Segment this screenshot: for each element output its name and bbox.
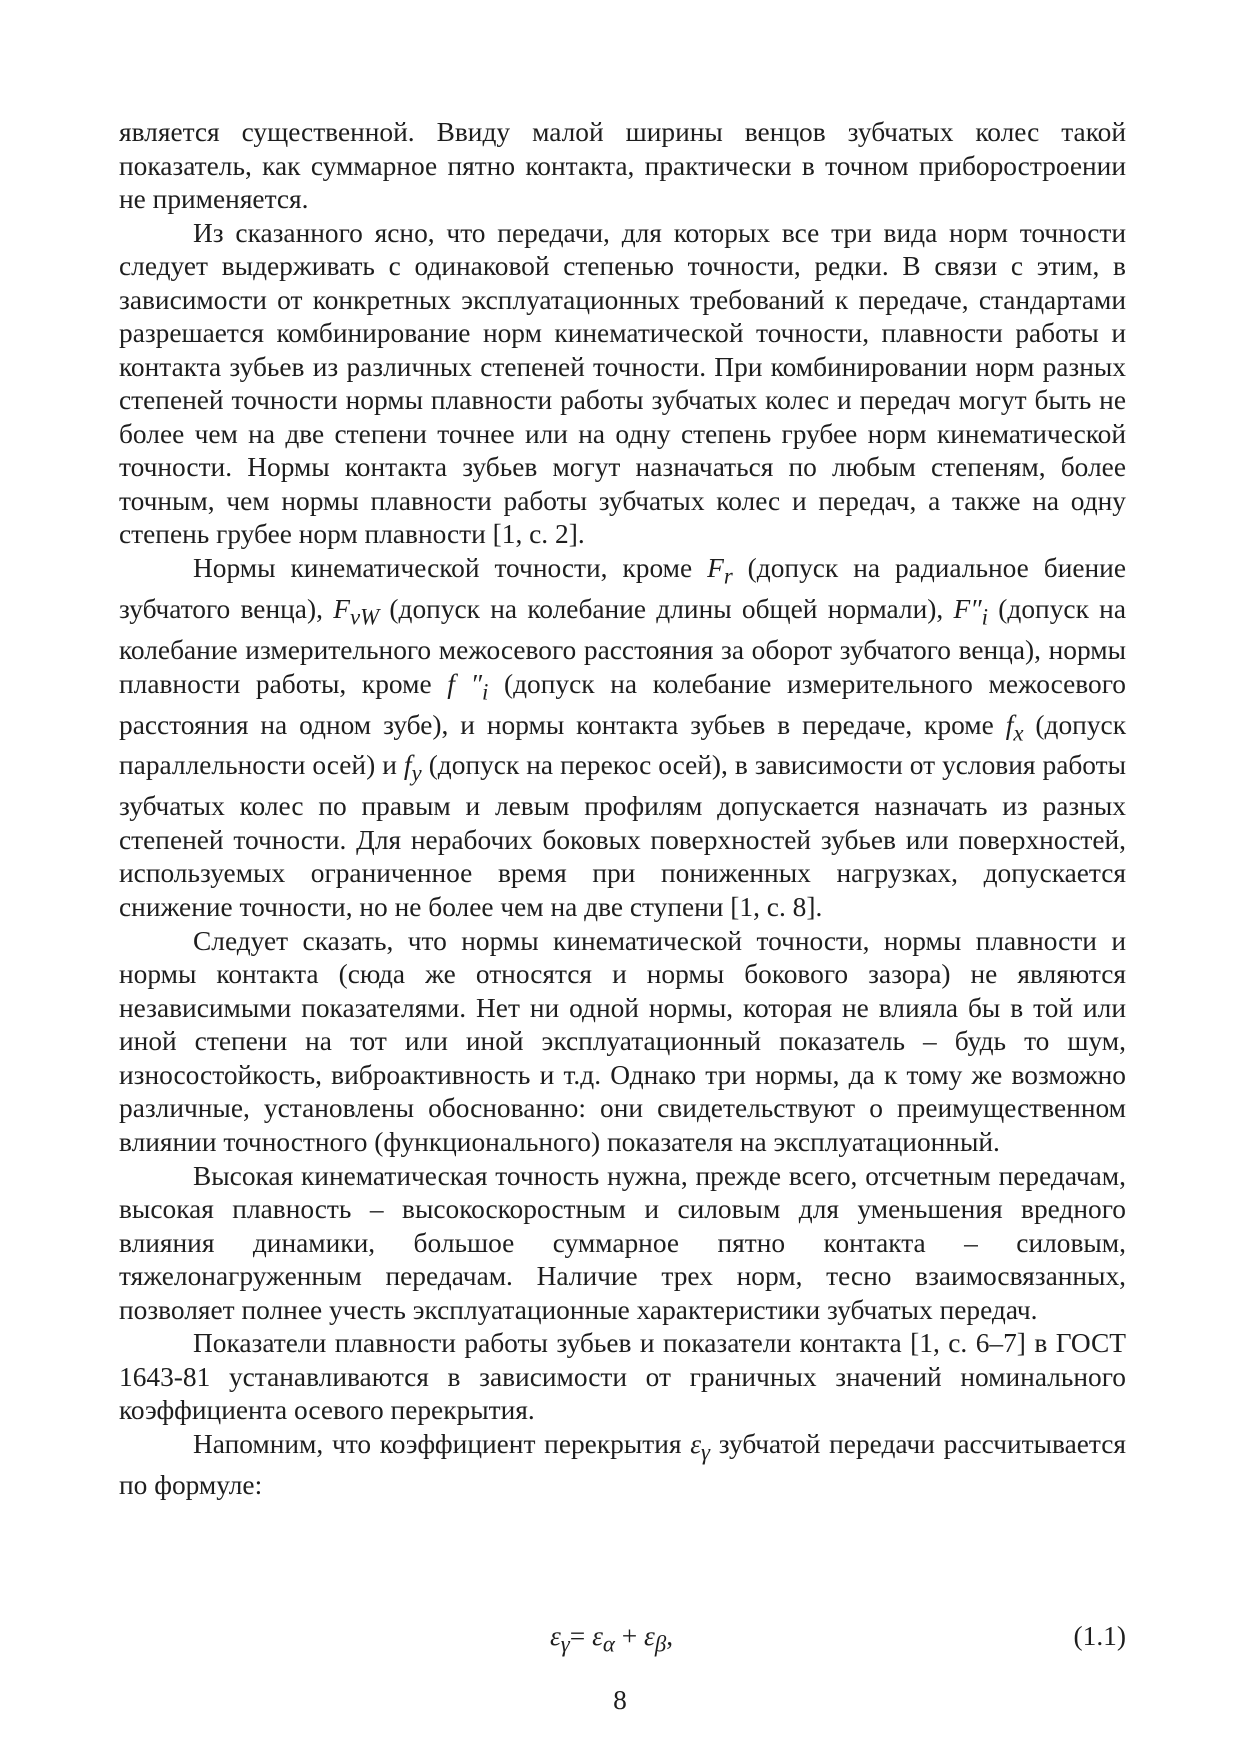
equation-1-1 <box>0 1621 1126 1661</box>
paragraph-3-text-2: (допуск на радиальное биение зубчатого венца), <box>119 553 1126 625</box>
symbol-epsilon-gamma: $\varepsilon_\gamma$ <box>690 1429 711 1465</box>
paragraph-7-text-1: Напомним, что коэффициент перекрытия <box>193 1429 691 1460</box>
paragraph-2: Из сказанного ясно, что передачи, для которых все три вида норм точности следует выдерживать с одинаковой степенью точности, редки. В связи с этим, в зависимости от конкретных эксплуатационных требований к передаче, стандартами разрешается комбинирование норм кинематической точности, плавности работы и контакта зубьев из различных степеней точности. При комбинировании норм разных степеней точности нормы плавности работы зубчатых колес и передач могут быть не более чем на две степени точнее или на одну степень грубее норм кинематической точности. Нормы контакта зубьев могут назначаться по любым степеням, более точным, чем нормы плавности работы зубчатых колес и передач, а также на одну степень грубее норм плавности [1, с. 2]. <box>119 217 1126 550</box>
paragraph-7 <box>119 1428 1126 1502</box>
paragraph-6: Показатели плавности работы зубьев и показатели контакта [1, с. 6–7] в ГОСТ 1643-81 устанавливаются в зависимости от граничных значений номинального коэффициента осевого перекрытия. <box>119 1328 1126 1426</box>
paragraph-3-text-4: (допуск на колебание измерительного межосевого расстояния за оборот зубчатого венца), нормы плавности работы, кроме <box>119 594 1126 699</box>
paragraph-3-text-3: (допуск на колебание длины общей нормали), <box>379 594 954 625</box>
page-number: 8 <box>613 1685 627 1715</box>
symbol-F-double-prime-i: $F''_i$ <box>953 594 989 630</box>
paragraph-3-text-5: (допуск на колебание измерительного межосевого расстояния на одном зубе), и нормы контакта зубьев в передаче, кроме <box>119 668 1126 740</box>
symbol-f-double-prime-i: f $''_i$ <box>447 668 489 704</box>
equation-number: (1.1) <box>1073 1621 1126 1651</box>
paragraph-3 <box>119 552 1126 924</box>
equation-formula: $\varepsilon_\gamma= \varepsilon_\alpha + \varepsilon_\beta$, <box>550 1621 674 1657</box>
symbol-F-vW: $F_{vW}$ <box>333 594 380 630</box>
paragraph-3-text-7: (допуск на перекос осей), в зависимости от условия работы зубчатых колес по правым и левым профилям допускается назначать из разных степеней точности. Для нерабочих боковых поверхностей зубьев или поверхностей, используемых ограниченное время при пониженных нагрузках, допускается снижение точности, но не более чем на две ступени [1, с. 8]. <box>119 750 1126 922</box>
symbol-F-r: $F_r$ <box>707 553 733 589</box>
paragraph-3-text-1: Нормы кинематической точности, кроме <box>193 553 708 584</box>
symbol-f-y: $f_y$ <box>403 750 422 786</box>
paragraph-3-text-6: (допуск параллельности осей) и <box>119 709 1126 781</box>
paragraph-7-text-2: зубчатой передачи рассчитывается по формуле: <box>119 1429 1126 1501</box>
paragraph-5: Высокая кинематическая точность нужна, прежде всего, отсчетным передачам, высокая плавность – высокоскоростным и силовым для уменьшения вредного влияния динамики, большое суммарное пятно контакта – силовым, тяжелонагруженным передачам. Наличие трех норм, тесно взаимосвязанных, позволяет полнее учесть эксплуатационные характеристики зубчатых передач. <box>119 1160 1126 1325</box>
paragraph-4: Следует сказать, что нормы кинематической точности, нормы плавности и нормы контакта (сюда же относятся и нормы бокового зазора) не являются независимыми показателями. Нет ни одной нормы, которая не влияла бы в той или иной степени на тот или иной эксплуатационный показатель – будь то шум, износостойкость, виброактивность и т.д. Однако три нормы, да к тому же возможно различные, установлены обоснованно: они свидетельствуют о преимущественном влиянии точностного (функционального) показателя на эксплуатационный. <box>119 925 1126 1157</box>
symbol-f-x: $f_x$ <box>1005 709 1024 745</box>
paragraph-1: является существенной. Ввиду малой ширины венцов зубчатых колес такой показатель, как суммарное пятно контакта, практически в точном приборостроении не применяется. <box>119 117 1126 214</box>
text-body <box>119 116 1126 1503</box>
